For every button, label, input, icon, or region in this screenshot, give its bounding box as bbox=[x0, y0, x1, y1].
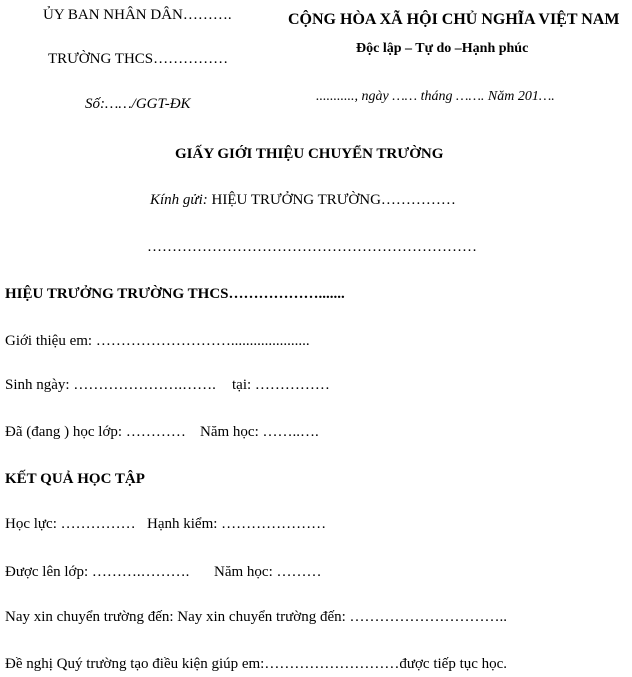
school-year: Năm học: ……..…. bbox=[200, 424, 319, 440]
date-line: ..........., ngày …… tháng ……. Năm 201…. bbox=[316, 89, 555, 104]
current-class: Đã (đang ) học lớp: ………… bbox=[5, 424, 186, 440]
transfer-destination: Nay xin chuyển trường đến: Nay xin chuyển trường đến: ………………………….. bbox=[5, 609, 508, 625]
school-name: TRƯỜNG THCS…………… bbox=[48, 51, 229, 67]
request-start: Đề nghị Quý trường tạo điều kiện giúp em: bbox=[5, 656, 265, 672]
promoted-to-grade: Được lên lớp: ……….………. bbox=[5, 564, 190, 580]
conduct: Hạnh kiểm: ………………… bbox=[147, 516, 327, 532]
principal-heading: HIỆU TRƯỞNG TRƯỜNG THCS………………....... bbox=[5, 286, 345, 302]
date-of-birth: Sinh ngày: ………………….……. bbox=[5, 377, 216, 393]
request-end: được tiếp tục học. bbox=[399, 656, 508, 672]
nation-title: CỘNG HÒA XÃ HỘI CHỦ NGHĨA VIỆT NAM bbox=[288, 11, 620, 28]
national-motto: Độc lập – Tự do –Hạnh phúc bbox=[356, 41, 529, 56]
introduce-student: Giới thiệu em: ………………………..................... bbox=[5, 333, 310, 349]
request-line bbox=[5, 657, 507, 672]
document-title: GIẤY GIỚI THIỆU CHUYỂN TRƯỜNG bbox=[175, 146, 444, 162]
committee-name: ỦY BAN NHÂN DÂN………. bbox=[43, 7, 232, 23]
results-heading: KẾT QUẢ HỌC TẬP bbox=[5, 471, 145, 487]
recipient-value: HIỆU TRƯỞNG TRƯỜNG…………… bbox=[211, 192, 456, 208]
promotion-year: Năm học: ……… bbox=[214, 564, 322, 580]
recipient-line bbox=[150, 193, 456, 208]
request-dots: ……………………… bbox=[264, 656, 400, 672]
place-of-birth: tại: …………… bbox=[232, 377, 330, 393]
academic-performance: Học lực: …………… bbox=[5, 516, 136, 532]
recipient-continuation: ………………………………………………………… bbox=[147, 239, 477, 255]
document-number: Số:……/GGT-ĐK bbox=[85, 96, 191, 112]
recipient-label: Kính gửi: bbox=[150, 192, 208, 208]
